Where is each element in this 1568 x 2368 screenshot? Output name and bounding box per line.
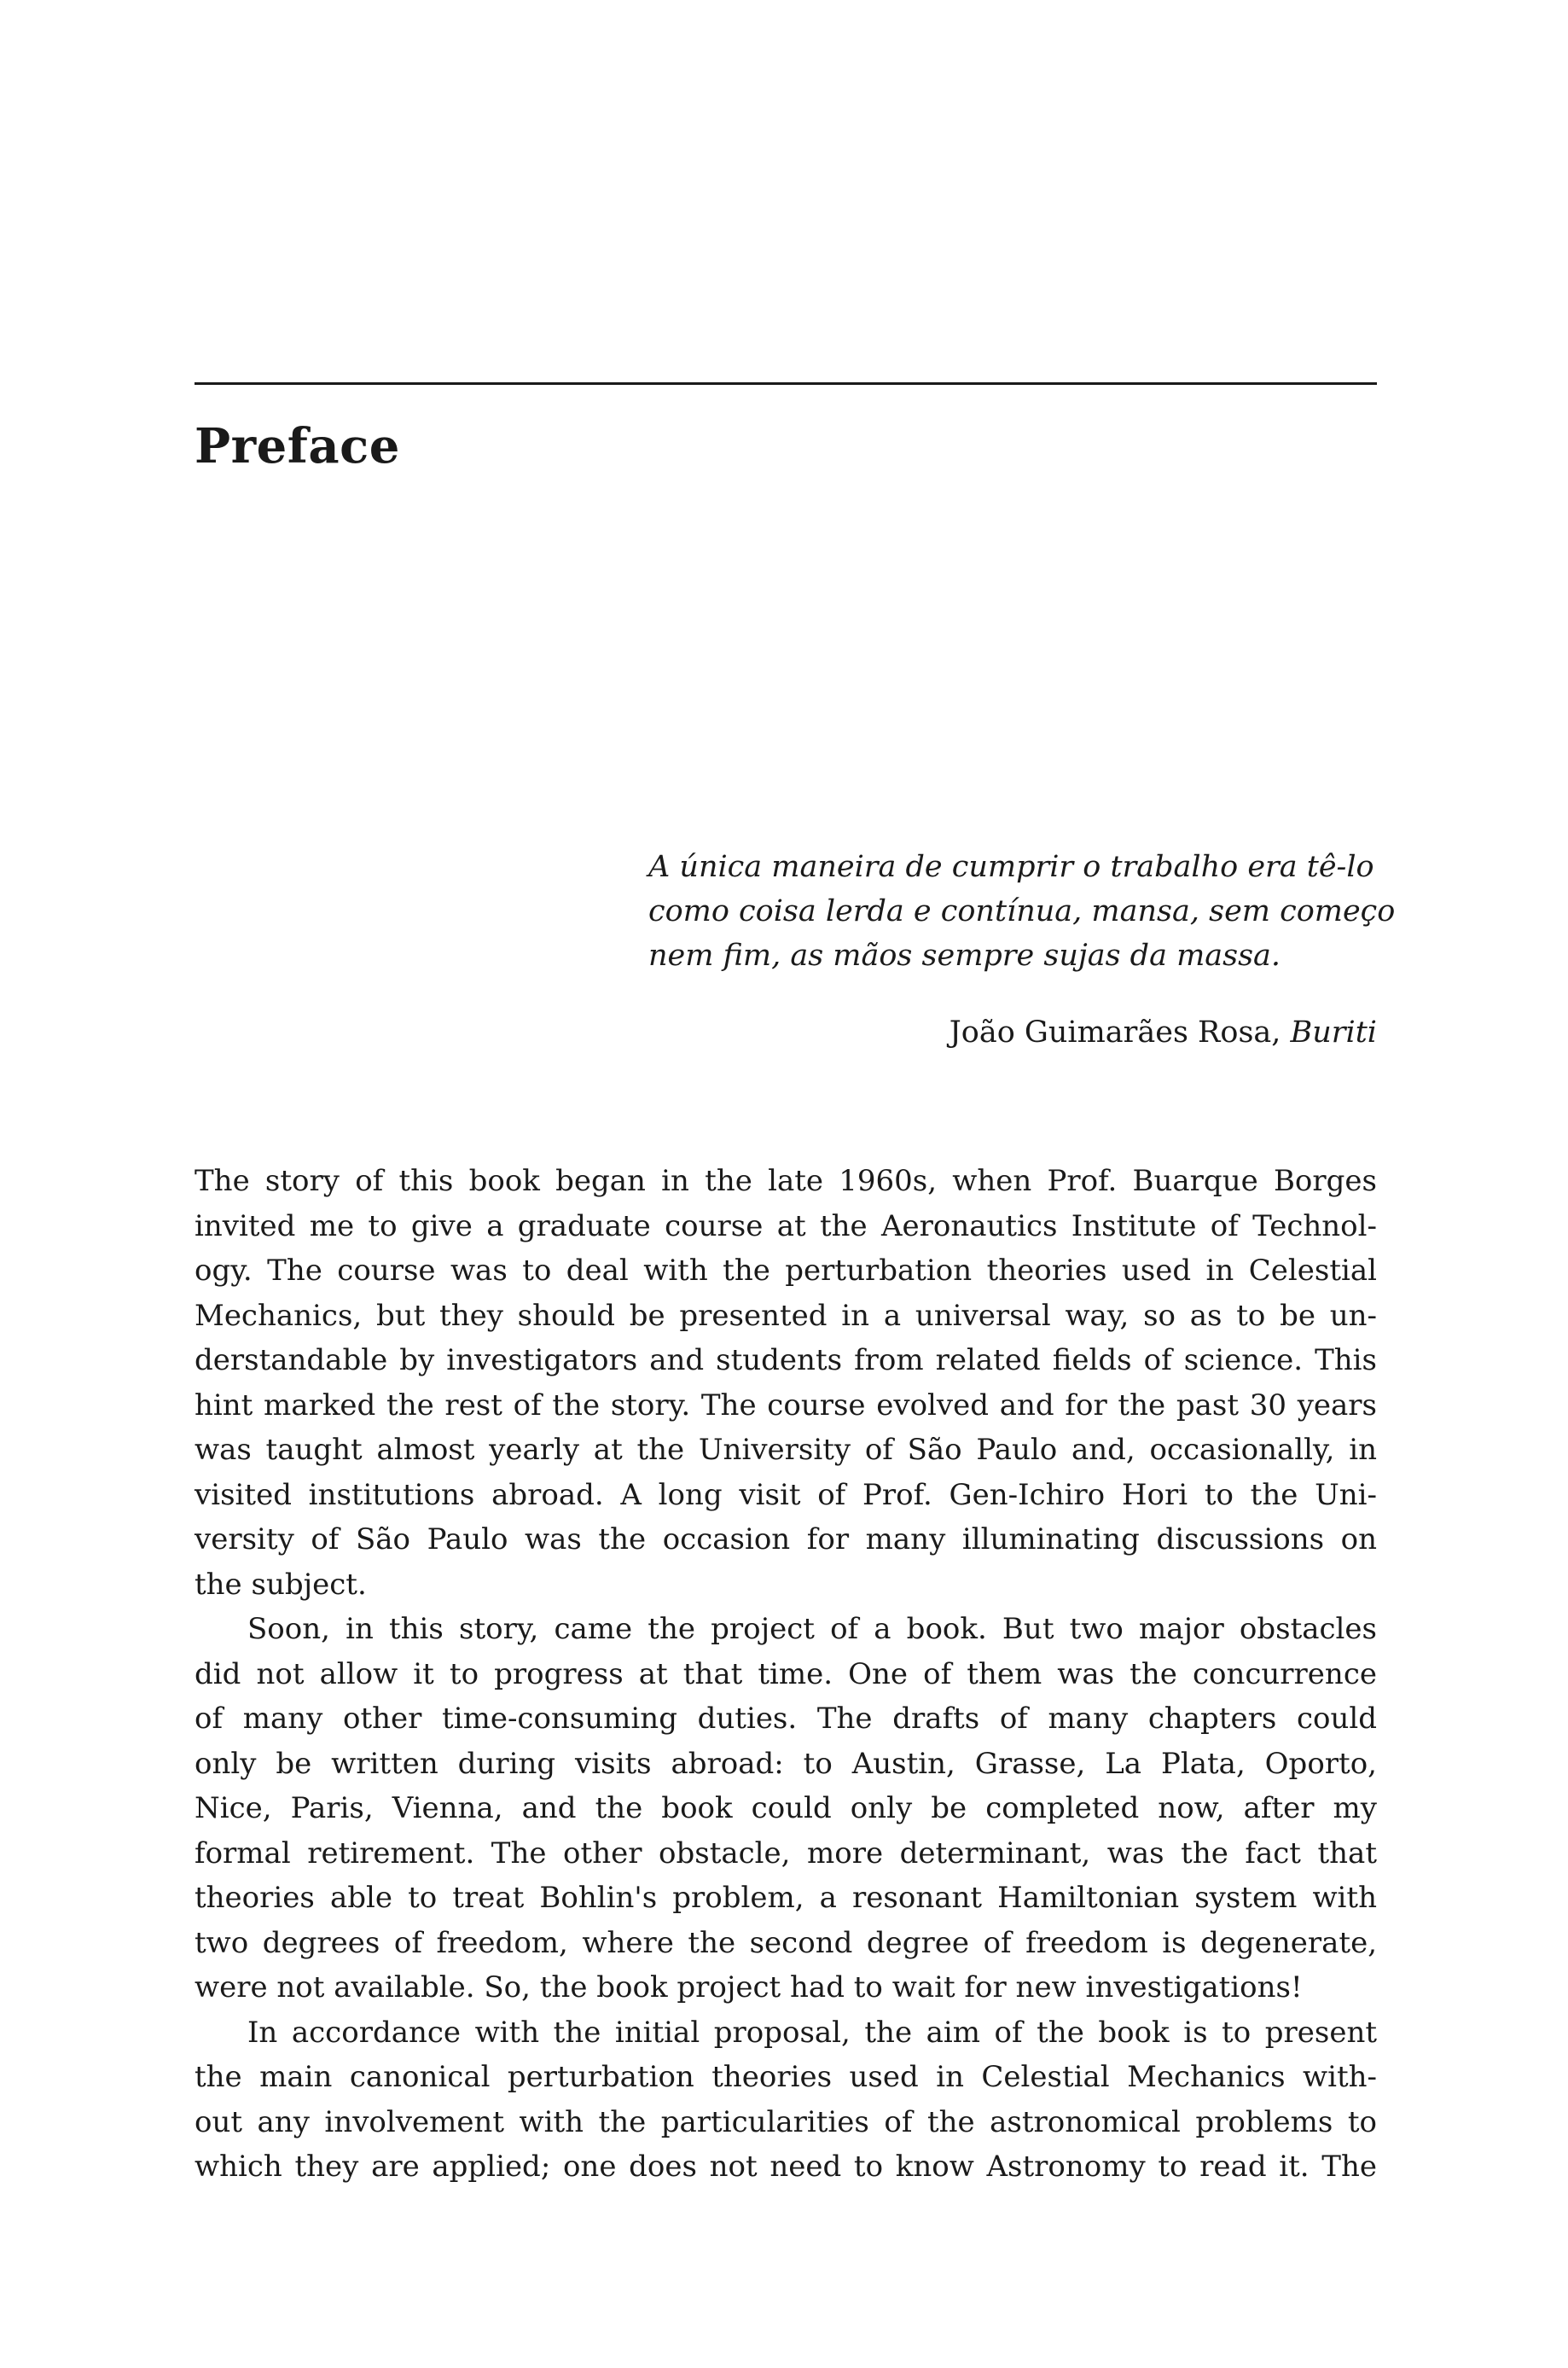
text-line: In accordance with the initial proposal, the aim of the book is to present — [247, 2015, 1377, 2050]
text-line: were not available. So, the book project had to wait for new investigations! — [195, 1970, 1303, 2004]
text-line: out any involvement with the particularities of the astronomical problems to — [195, 2104, 1377, 2139]
text-line: hint marked the rest of the story. The course evolved and for the past 30 years — [195, 1388, 1377, 1423]
text-line: visited institutions abroad. A long visit of Prof. Gen-Ichiro Hori to the Uni- — [195, 1477, 1377, 1512]
text-line: Soon, in this story, came the project of a book. But two major obstacles — [247, 1612, 1377, 1646]
text-line: Nice, Paris, Vienna, and the book could only be completed now, after my — [195, 1791, 1377, 1825]
chapter-rule — [195, 382, 1377, 385]
epigraph-quote — [648, 845, 1396, 978]
epigraph-line: A única maneira de cumprir o trabalho era tê-lo — [648, 850, 1374, 884]
text-line: the main canonical perturbation theories used in Celestial Mechanics with- — [195, 2060, 1377, 2094]
text-line: formal retirement. The other obstacle, more determinant, was the fact that — [195, 1836, 1377, 1871]
text-line: Mechanics, but they should be presented in a universal way, so as to be un- — [195, 1298, 1377, 1333]
text-line: did not allow it to progress at that time. One of them was the concurrence — [195, 1656, 1377, 1691]
text-line: two degrees of freedom, where the second degree of freedom is degenerate, — [195, 1925, 1377, 1960]
epigraph-line: como coisa lerda e contínua, mansa, sem começo — [648, 894, 1396, 928]
text-line: versity of São Paulo was the occasion for many illuminating discussions on — [195, 1522, 1377, 1556]
text-line: The story of this book began in the late 1960s, when Prof. Buarque Borges — [195, 1164, 1377, 1198]
text-line: derstandable by investigators and students from related fields of science. This — [195, 1343, 1377, 1377]
epigraph-author: João Guimarães Rosa, — [949, 1015, 1291, 1050]
paragraph-3 — [195, 2010, 1377, 2190]
epigraph-attribution — [648, 1010, 1382, 1055]
paragraph-1 — [195, 1159, 1377, 1607]
epigraph — [648, 845, 1396, 1055]
text-line: the subject. — [195, 1567, 367, 1602]
chapter-title: Preface — [195, 418, 400, 474]
text-line: invited me to give a graduate course at the Aeronautics Institute of Technol- — [195, 1208, 1377, 1243]
text-line: ogy. The course was to deal with the perturbation theories used in Celestial — [195, 1254, 1377, 1288]
epigraph-line: nem fim, as mãos sempre sujas da massa. — [648, 939, 1281, 973]
epigraph-work: Buriti — [1290, 1015, 1377, 1050]
text-line: was taught almost yearly at the University of São Paulo and, occasionally, in — [195, 1433, 1377, 1467]
text-line: of many other time-consuming duties. The drafts of many chapters could — [195, 1702, 1377, 1736]
text-line: theories able to treat Bohlin's problem, a resonant Hamiltonian system with — [195, 1881, 1377, 1915]
text-line: only be written during visits abroad: to Austin, Grasse, La Plata, Oporto, — [195, 1746, 1377, 1781]
text-line: which they are applied; one does not need to know Astronomy to read it. The — [195, 2150, 1377, 2184]
paragraph-2 — [195, 1607, 1377, 2010]
body-text — [195, 1159, 1377, 2190]
